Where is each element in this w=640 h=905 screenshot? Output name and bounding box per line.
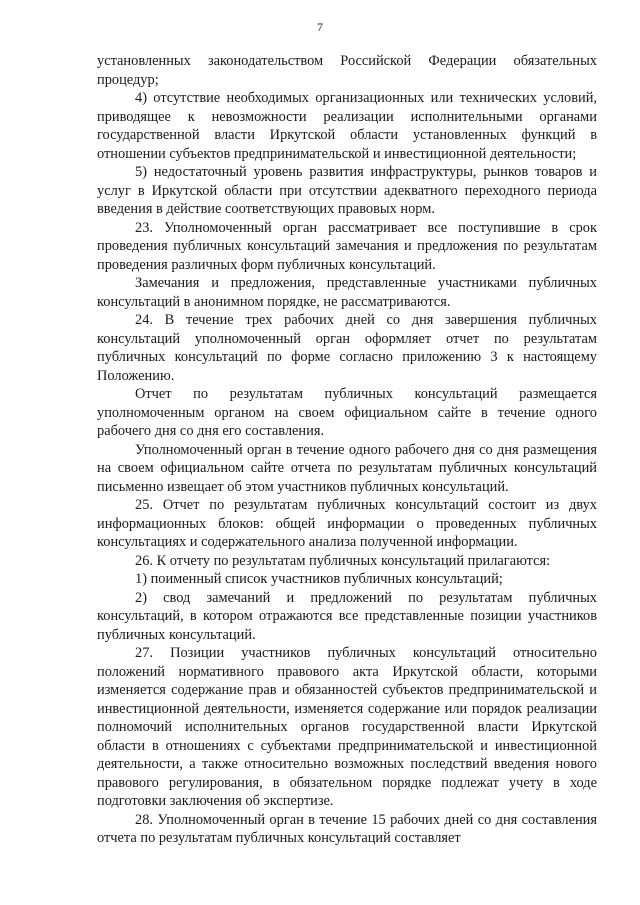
paragraph-23: 23. Уполномоченный орган рассматривает все поступившие в срок проведения публичных консультаций замечания и предложения по результатам проведения различных форм публичных консультаций. [97,219,597,273]
paragraph-26-item-1: 1) поименный список участников публичных консультаций; [135,571,503,587]
paragraph-26: 26. К отчету по результатам публичных консультаций прилагаются: [135,552,551,569]
paragraph-item-4: 4) отсутствие необходимых организационных или технических условий, приводящее к невозможности реализации исполнительными органами государственной власти Иркутской области установленных функций в отношении субъектов предпринимательской и инвестиционной деятельности; [97,90,597,162]
paragraph-24-notification: Уполномоченный орган в течение одного рабочего дня со дня размещения на своем официальном сайте отчета по результатам публичных консультаций письменно извещает об этом участников публичных консультаций. [97,441,597,495]
paragraph-24: 24. В течение трех рабочих дней со дня завершения публичных консультаций уполномоченный орган оформляет отчет по результатам публичных консультаций по форме согласно приложению 3 к настоящему Положению. [97,312,597,384]
document-body [97,52,597,848]
paragraph-28: 28. Уполномоченный орган в течение 15 рабочих дней со дня составления отчета по результатам публичных консультаций составляет [97,811,597,846]
paragraph-continuation: установленных законодательством Российской Федерации обязательных процедур; [97,53,597,88]
paragraph-27: 27. Позиции участников публичных консультаций относительно положений нормативного правового акта Иркутской области, которыми изменяется содержание прав и обязанностей субъектов предпринимательской и инвестиционной деятельности, изменяется содержание или порядок реализации полномочий исполнительных органов государственной власти Иркутской области в отношениях с субъектами предпринимательской и инвестиционной деятельности, а также относительно возможных последствий введения нового правового регулирования, в обязательном порядке подлежат учету в ходе подготовки заключения об экспертизе. [97,645,597,809]
page-number: 7 [317,20,323,34]
paragraph-25: 25. Отчет по результатам публичных консультаций состоит из двух информационных блоков: общей информации о проведенных публичных консультациях и содержательного анализа полученной информации. [97,497,597,550]
paragraph-26-item-2: 2) свод замечаний и предложений по результатам публичных консультаций, в котором отражаются все представленные позиции участников публичных консультаций. [97,589,597,643]
paragraph-23-note: Замечания и предложения, представленные участниками публичных консультаций в анонимном порядке, не рассматриваются. [97,275,597,310]
paragraph-item-5: 5) недостаточный уровень развития инфраструктуры, рынков товаров и услуг в Иркутской области при отсутствии адекватного переходного периода введения в действие соответствующих правовых норм. [97,164,597,217]
paragraph-24-publication: Отчет по результатам публичных консультаций размещается уполномоченным органом на своем официальном сайте в течение одного рабочего дня со дня его составления. [97,386,597,439]
